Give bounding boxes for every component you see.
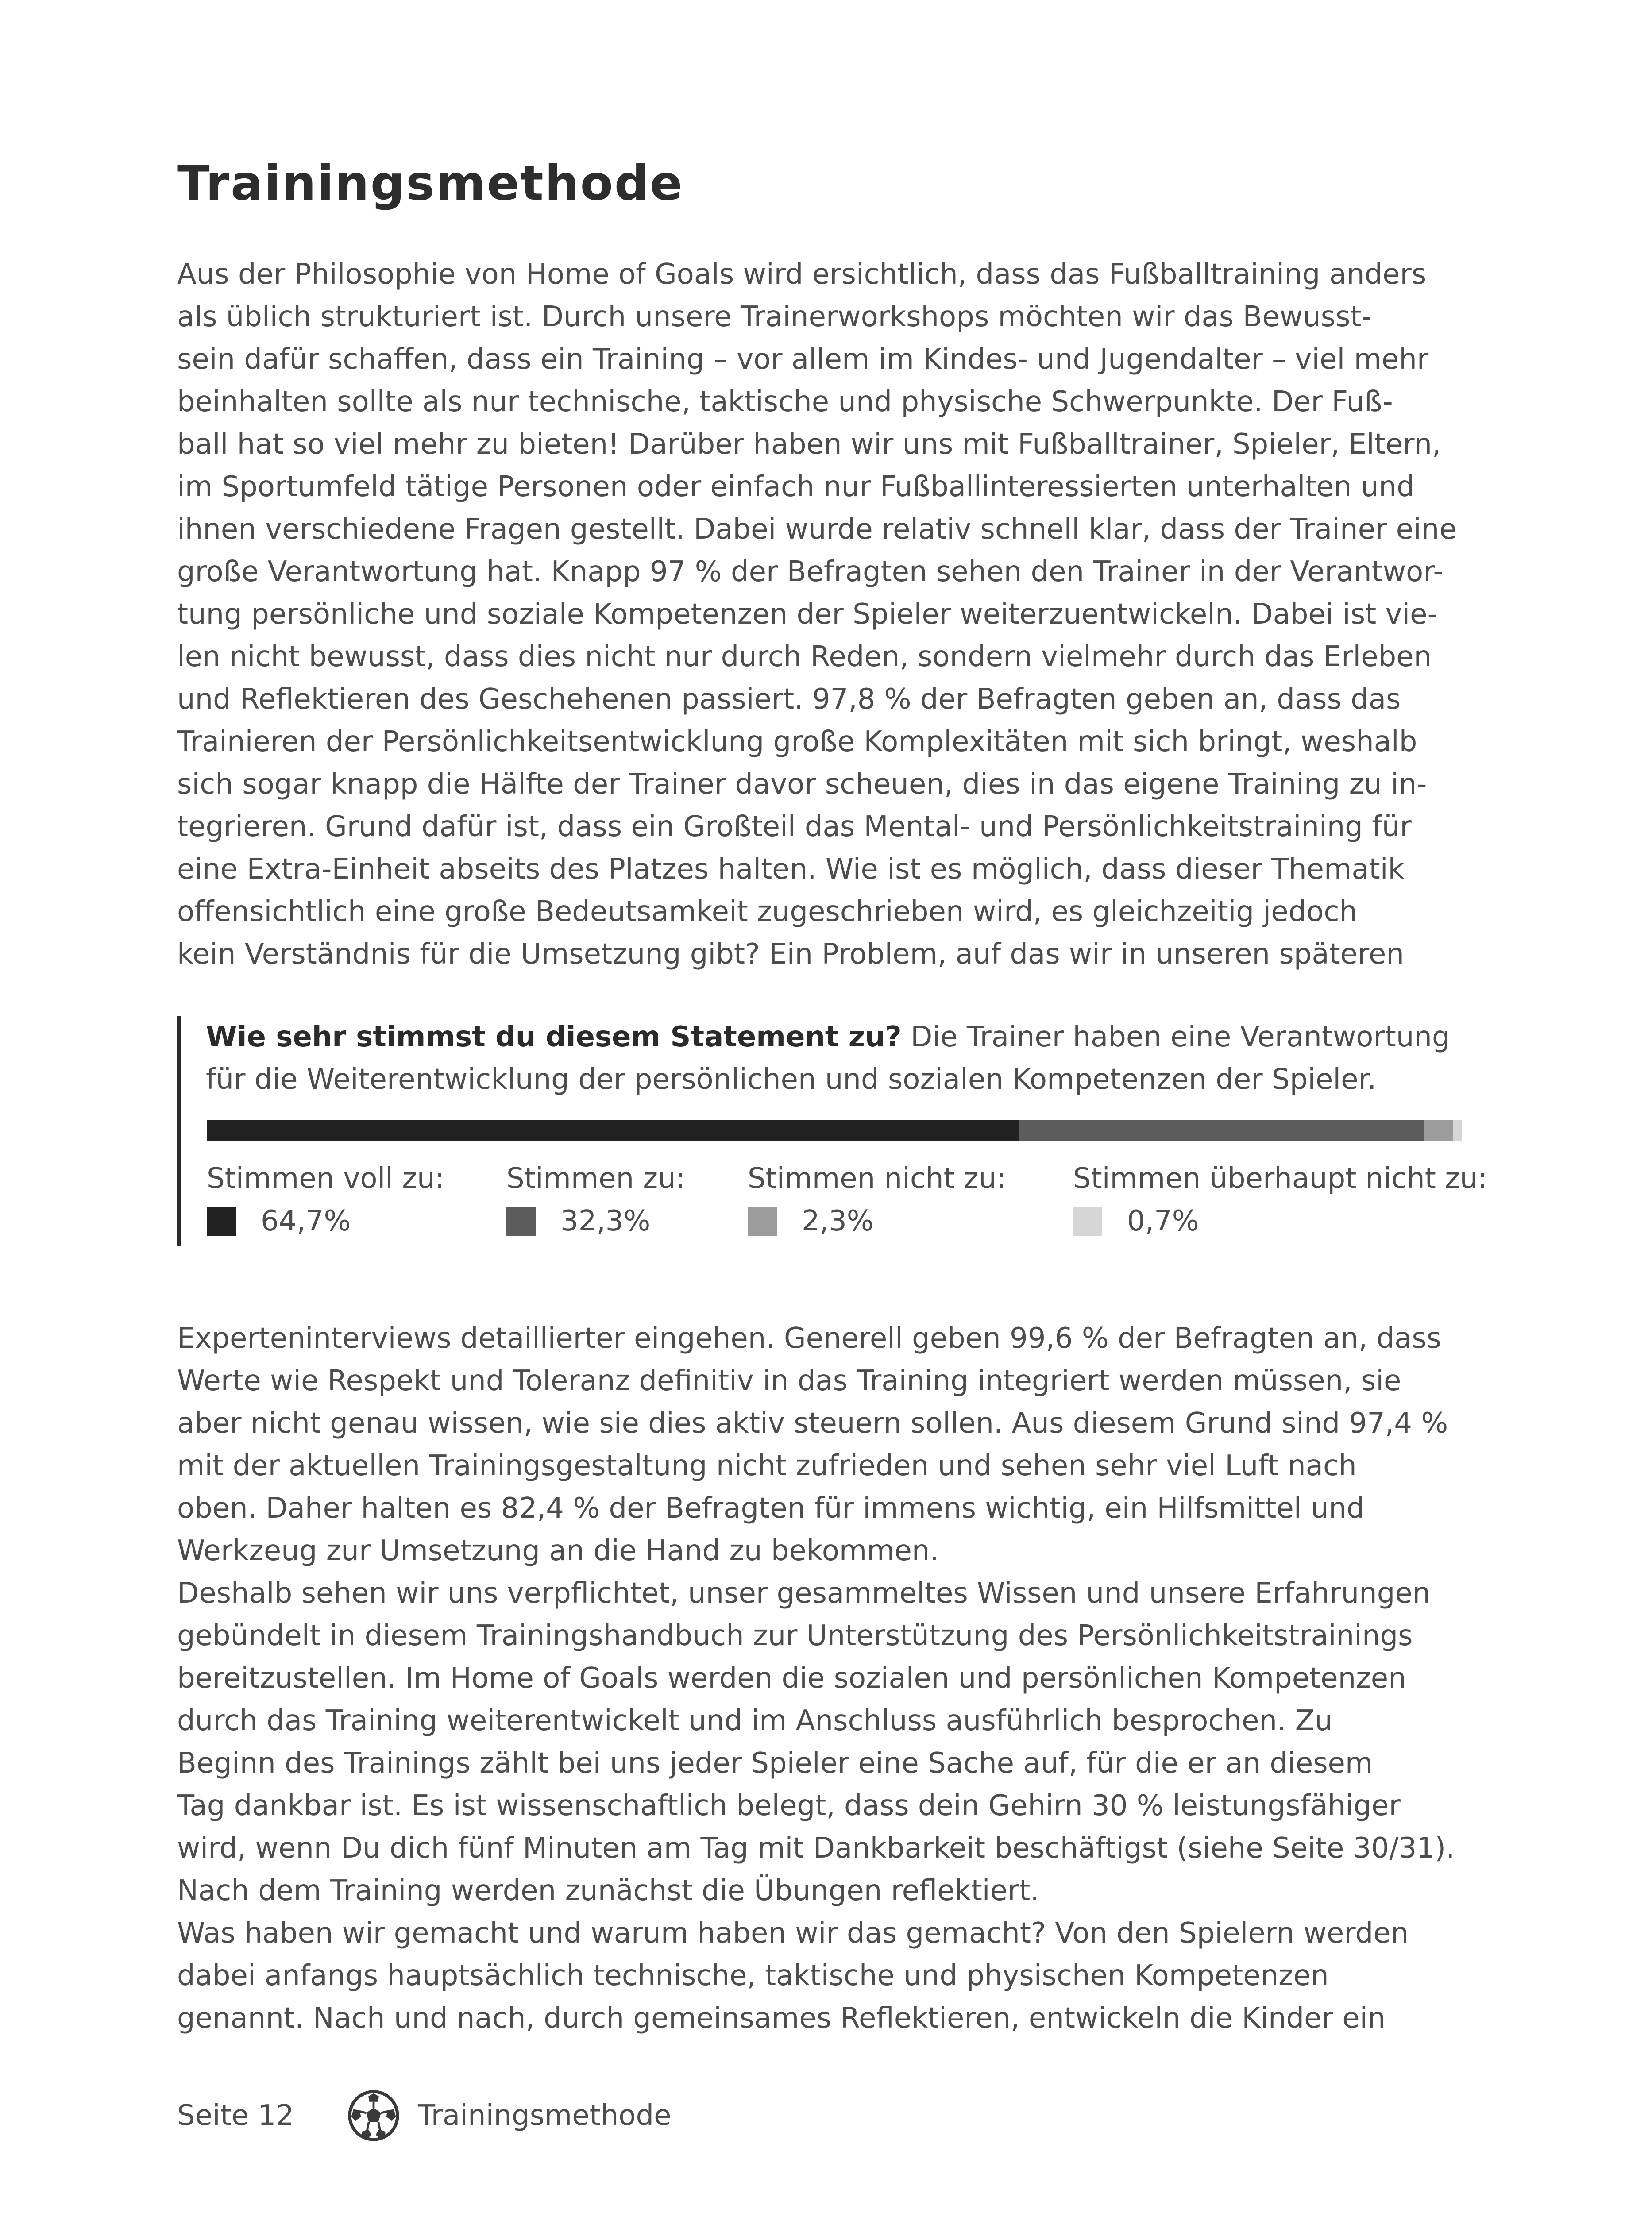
- body-text-line: Werte wie Respekt und Toleranz definitiv in das Training integriert werden müssen, sie: [177, 1365, 1401, 1397]
- body-text-line: ihnen verschiedene Fragen gestellt. Dabei wurde relativ schnell klar, dass der Trainer eine: [177, 513, 1457, 546]
- body-text-line: beinhalten sollte als nur technische, taktische und physische Schwerpunkte. Der Fuß-: [177, 386, 1393, 418]
- body-text-line: als üblich strukturiert ist. Durch unsere Trainerworkshops möchten wir das Bewusst-: [177, 301, 1372, 333]
- body-text-line: ball hat so viel mehr zu bieten! Darüber haben wir uns mit Fußballtrainer, Spieler, Eltern,: [177, 428, 1441, 461]
- body-text-line: Beginn des Trainings zählt bei uns jeder Spieler eine Sache auf, für die er an diesem: [177, 1747, 1373, 1780]
- body-text-line: genannt. Nach und nach, durch gemeinsames Reflektieren, entwickeln die Kinder ein: [177, 2002, 1386, 2035]
- body-text-line: sich sogar knapp die Hälfte der Trainer davor scheuen, dies in das eigene Training zu in-: [177, 768, 1427, 801]
- survey-callout: [177, 1016, 1509, 1246]
- legend-label: Stimmen nicht zu:: [748, 1162, 1006, 1195]
- survey-question-line-1: [206, 1016, 1450, 1058]
- body-text-line: aber nicht genau wissen, wie sie dies aktiv steuern sollen. Aus diesem Grund sind 97,4 %: [177, 1407, 1448, 1440]
- body-text-line: Was haben wir gemacht und warum haben wir das gemacht? Von den Spielern werden: [177, 1917, 1409, 1950]
- legend-label: Stimmen voll zu:: [207, 1162, 445, 1195]
- body-text-line: Experteninterviews detaillierter eingehen. Generell geben 99,6 % der Befragten an, dass: [177, 1322, 1441, 1355]
- legend-swatch: [748, 1207, 777, 1236]
- body-text-line: gebündelt in diesem Trainingshandbuch zur Unterstützung des Persönlichkeitstrainings: [177, 1619, 1413, 1652]
- legend-swatch: [506, 1207, 536, 1236]
- body-text-line: oben. Daher halten es 82,4 % der Befragten für immens wichtig, ein Hilfsmittel und: [177, 1492, 1365, 1525]
- survey-question: [206, 1016, 1450, 1101]
- body-text-line: len nicht bewusst, dass dies nicht nur durch Reden, sondern vielmehr durch das Erleben: [177, 640, 1432, 673]
- page-number: Seite 12: [177, 2099, 294, 2132]
- legend-item-agree: [506, 1157, 685, 1242]
- survey-question-bold: Wie sehr stimmst du diesem Statement zu?: [206, 1021, 902, 1053]
- body-text-line: dabei anfangs hauptsächlich technische, taktische und physischen Kompetenzen: [177, 1959, 1329, 1992]
- legend-swatch: [207, 1207, 236, 1236]
- bar-segment-disagree: [1424, 1120, 1453, 1141]
- body-text-line: im Sportumfeld tätige Personen oder einfach nur Fußballinteressierten unterhalten und: [177, 470, 1415, 503]
- body-text-line: wird, wenn Du dich fünf Minuten am Tag mit Dankbarkeit beschäftigst (siehe Seite 30/31).: [177, 1832, 1455, 1865]
- body-text-line: bereitzustellen. Im Home of Goals werden die sozialen und persönlichen Kompetenzen: [177, 1662, 1406, 1695]
- survey-stacked-bar: [207, 1120, 1462, 1141]
- survey-question-line-2: für die Weiterentwicklung der persönlichen und sozialen Kompetenzen der Spieler.: [206, 1063, 1377, 1096]
- survey-question-rest: Die Trainer haben eine Verantwortung: [901, 1021, 1450, 1053]
- soccer-ball-icon: [347, 2089, 400, 2142]
- body-text-line: tegrieren. Grund dafür ist, dass ein Großteil das Mental- und Persönlichkeitstraining für: [177, 810, 1412, 843]
- body-text-line: tung persönliche und soziale Kompetenzen der Spieler weiterzuentwickeln. Dabei ist vie-: [177, 598, 1438, 631]
- body-text-line: kein Verständnis für die Umsetzung gibt? Ein Problem, auf das wir in unseren späteren: [177, 938, 1404, 971]
- legend-item-strongly-disagree: [1073, 1157, 1487, 1242]
- body-text-line: durch das Training weiterentwickelt und im Anschluss ausführlich besprochen. Zu: [177, 1704, 1333, 1737]
- bar-segment-strongly-disagree: [1453, 1120, 1462, 1141]
- body-text-line: sein dafür schaffen, dass ein Training – vor allem im Kindes- und Jugendalter – viel mehr: [177, 343, 1429, 376]
- legend-value: 32,3%: [560, 1205, 651, 1238]
- body-text-line: eine Extra-Einheit abseits des Platzes halten. Wie ist es möglich, dass dieser Thematik: [177, 853, 1405, 886]
- body-text-line: Deshalb sehen wir uns verpflichtet, unser gesammeltes Wissen und unsere Erfahrungen: [177, 1577, 1431, 1610]
- legend-item-disagree: [748, 1157, 1006, 1242]
- bar-segment-agree: [1019, 1120, 1424, 1141]
- page-footer: [177, 2085, 671, 2147]
- body-text-line: Trainieren der Persönlichkeitsentwicklung große Komplexitäten mit sich bringt, weshalb: [177, 725, 1417, 758]
- legend-value: 64,7%: [261, 1205, 351, 1238]
- legend-label: Stimmen zu:: [506, 1162, 686, 1195]
- legend-value: 2,3%: [802, 1205, 874, 1238]
- body-text-line: Werkzeug zur Umsetzung an die Hand zu bekommen.: [177, 1534, 939, 1567]
- bar-segment-strongly-agree: [207, 1120, 1019, 1141]
- body-text-line: Nach dem Training werden zunächst die Übungen reflektiert.: [177, 1874, 1039, 1907]
- body-text-upper: [177, 253, 1457, 975]
- body-text-line: große Verantwortung hat. Knapp 97 % der Befragten sehen den Trainer in der Verantwor-: [177, 555, 1444, 588]
- body-text-line: und Reflektieren des Geschehenen passiert. 97,8 % der Befragten geben an, dass das: [177, 683, 1401, 716]
- footer-section-title: Trainingsmethode: [418, 2099, 672, 2132]
- legend-value: 0,7%: [1127, 1205, 1199, 1238]
- body-text-line: offensichtlich eine große Bedeutsamkeit zugeschrieben wird, es gleichzeitig jedoch: [177, 895, 1358, 928]
- body-text-line: mit der aktuellen Trainingsgestaltung nicht zufrieden und sehen sehr viel Luft nach: [177, 1450, 1357, 1482]
- body-text-line: Tag dankbar ist. Es ist wissenschaftlich belegt, dass dein Gehirn 30 % leistungsfähiger: [177, 1789, 1401, 1822]
- legend-swatch: [1073, 1207, 1102, 1236]
- legend-label: Stimmen überhaupt nicht zu:: [1073, 1162, 1487, 1195]
- page-heading: Trainingsmethode: [177, 156, 684, 211]
- body-text-line: Aus der Philosophie von Home of Goals wird ersichtlich, dass das Fußballtraining anders: [177, 258, 1427, 291]
- legend-item-strongly-agree: [207, 1157, 444, 1242]
- body-text-lower: [177, 1317, 1455, 2040]
